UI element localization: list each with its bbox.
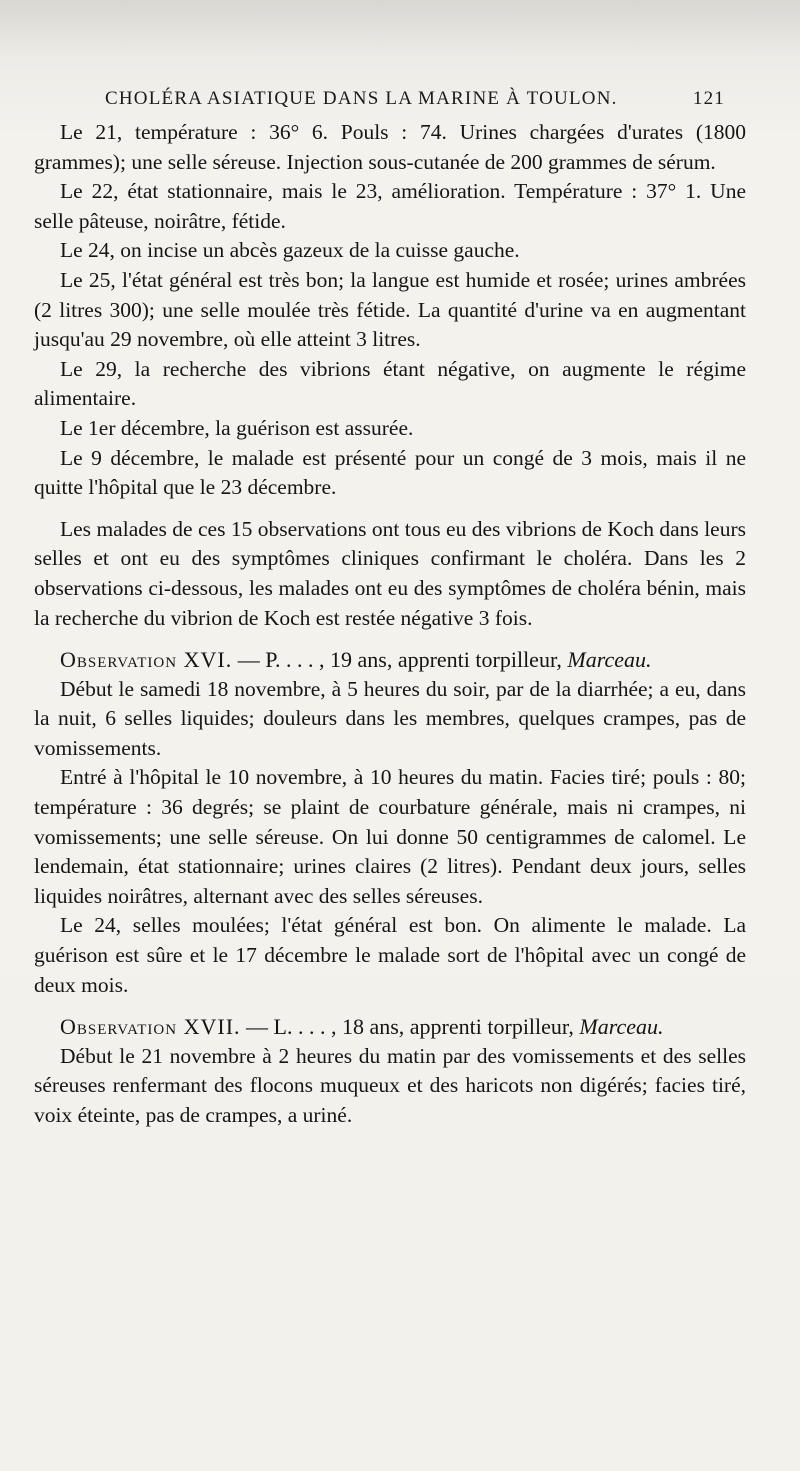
body-text (34, 118, 746, 1131)
observation-heading (34, 645, 746, 675)
paragraph: Le 24, selles moulées; l'état général est bon. On alimente le malade. La guérison est sûre et le 17 décembre le malade sort de l'hôpital avec un congé de deux mois. (34, 913, 746, 997)
paragraph: Les malades de ces 15 observations ont tous eu des vibrions de Koch dans leurs selles et ont eu des symptômes cliniques confirmant le choléra. Dans les 2 observations ci-dessous, les malades ont eu des symptômes de choléra bénin, mais la recherche du vibrion de Koch est restée négative 3 fois. (34, 516, 746, 630)
observation-ship: Marceau. (579, 1014, 664, 1040)
page-number: 121 (692, 88, 725, 109)
observation-label: Observation XVII. (60, 1014, 241, 1040)
observation-label: Observation XVI. (60, 647, 233, 673)
observation-patient: — P. . . . , 19 ans, apprenti torpilleur, (232, 647, 568, 673)
paragraph: Le 24, on incise un abcès gazeux de la cuisse gauche. (60, 238, 520, 263)
paragraph: Début le 21 novembre à 2 heures du matin par des vomissements et des selles séreuses renfermant des flocons muqueux et des haricots non digérés; facies tiré, voix éteinte, pas de crampes, a uriné. (34, 1043, 746, 1127)
paragraph: Le 1er décembre, la guérison est assurée. (60, 415, 414, 440)
paragraph: Le 9 décembre, le malade est présenté pour un congé de 3 mois, mais il ne quitte l'hôpital que le 23 décembre. (34, 445, 746, 500)
observation-patient: — L. . . . , 18 ans, apprenti torpilleur, (240, 1014, 580, 1040)
observation-ship: Marceau. (567, 647, 652, 673)
paragraph: Entré à l'hôpital le 10 novembre, à 10 heures du matin. Facies tiré; pouls : 80; température : 36 degrés; se plaint de courbature générale, mais ni crampes, ni vomissements; une selle séreuse. On lui donne 50 centigrammes de calomel. Le lendemain, état stationnaire; urines claires (2 litres). Pendant deux jours, selles liquides noirâtres, alternant avec des selles séreuses. (34, 765, 746, 908)
paragraph: Le 21, température : 36° 6. Pouls : 74. Urines chargées d'urates (1800 grammes); une selle séreuse. Injection sous-cutanée de 200 grammes de sérum. (34, 120, 746, 174)
paragraph: Le 22, état stationnaire, mais le 23, amélioration. Température : 37° 1. Une selle pâteuse, noirâtre, fétide. (34, 179, 746, 233)
running-title: CHOLÉRA ASIATIQUE DANS LA MARINE À TOULON. (105, 88, 618, 109)
paragraph: Début le samedi 18 novembre, à 5 heures du soir, par de la diarrhée; a eu, dans la nuit, 6 selles liquides; douleurs dans les membres, quelques crampes, pas de vomissements. (34, 676, 746, 760)
paragraph: Le 25, l'état général est très bon; la langue est humide et rosée; urines ambrées (2 litres 300); une selle moulée très fétide. La quantité d'urine va en augmentant jusqu'au 29 novembre, où elle atteint 3 litres. (34, 267, 746, 352)
observation-heading (34, 1012, 746, 1042)
paragraph: Le 29, la recherche des vibrions étant négative, on augmente le régime alimentaire. (34, 356, 746, 411)
